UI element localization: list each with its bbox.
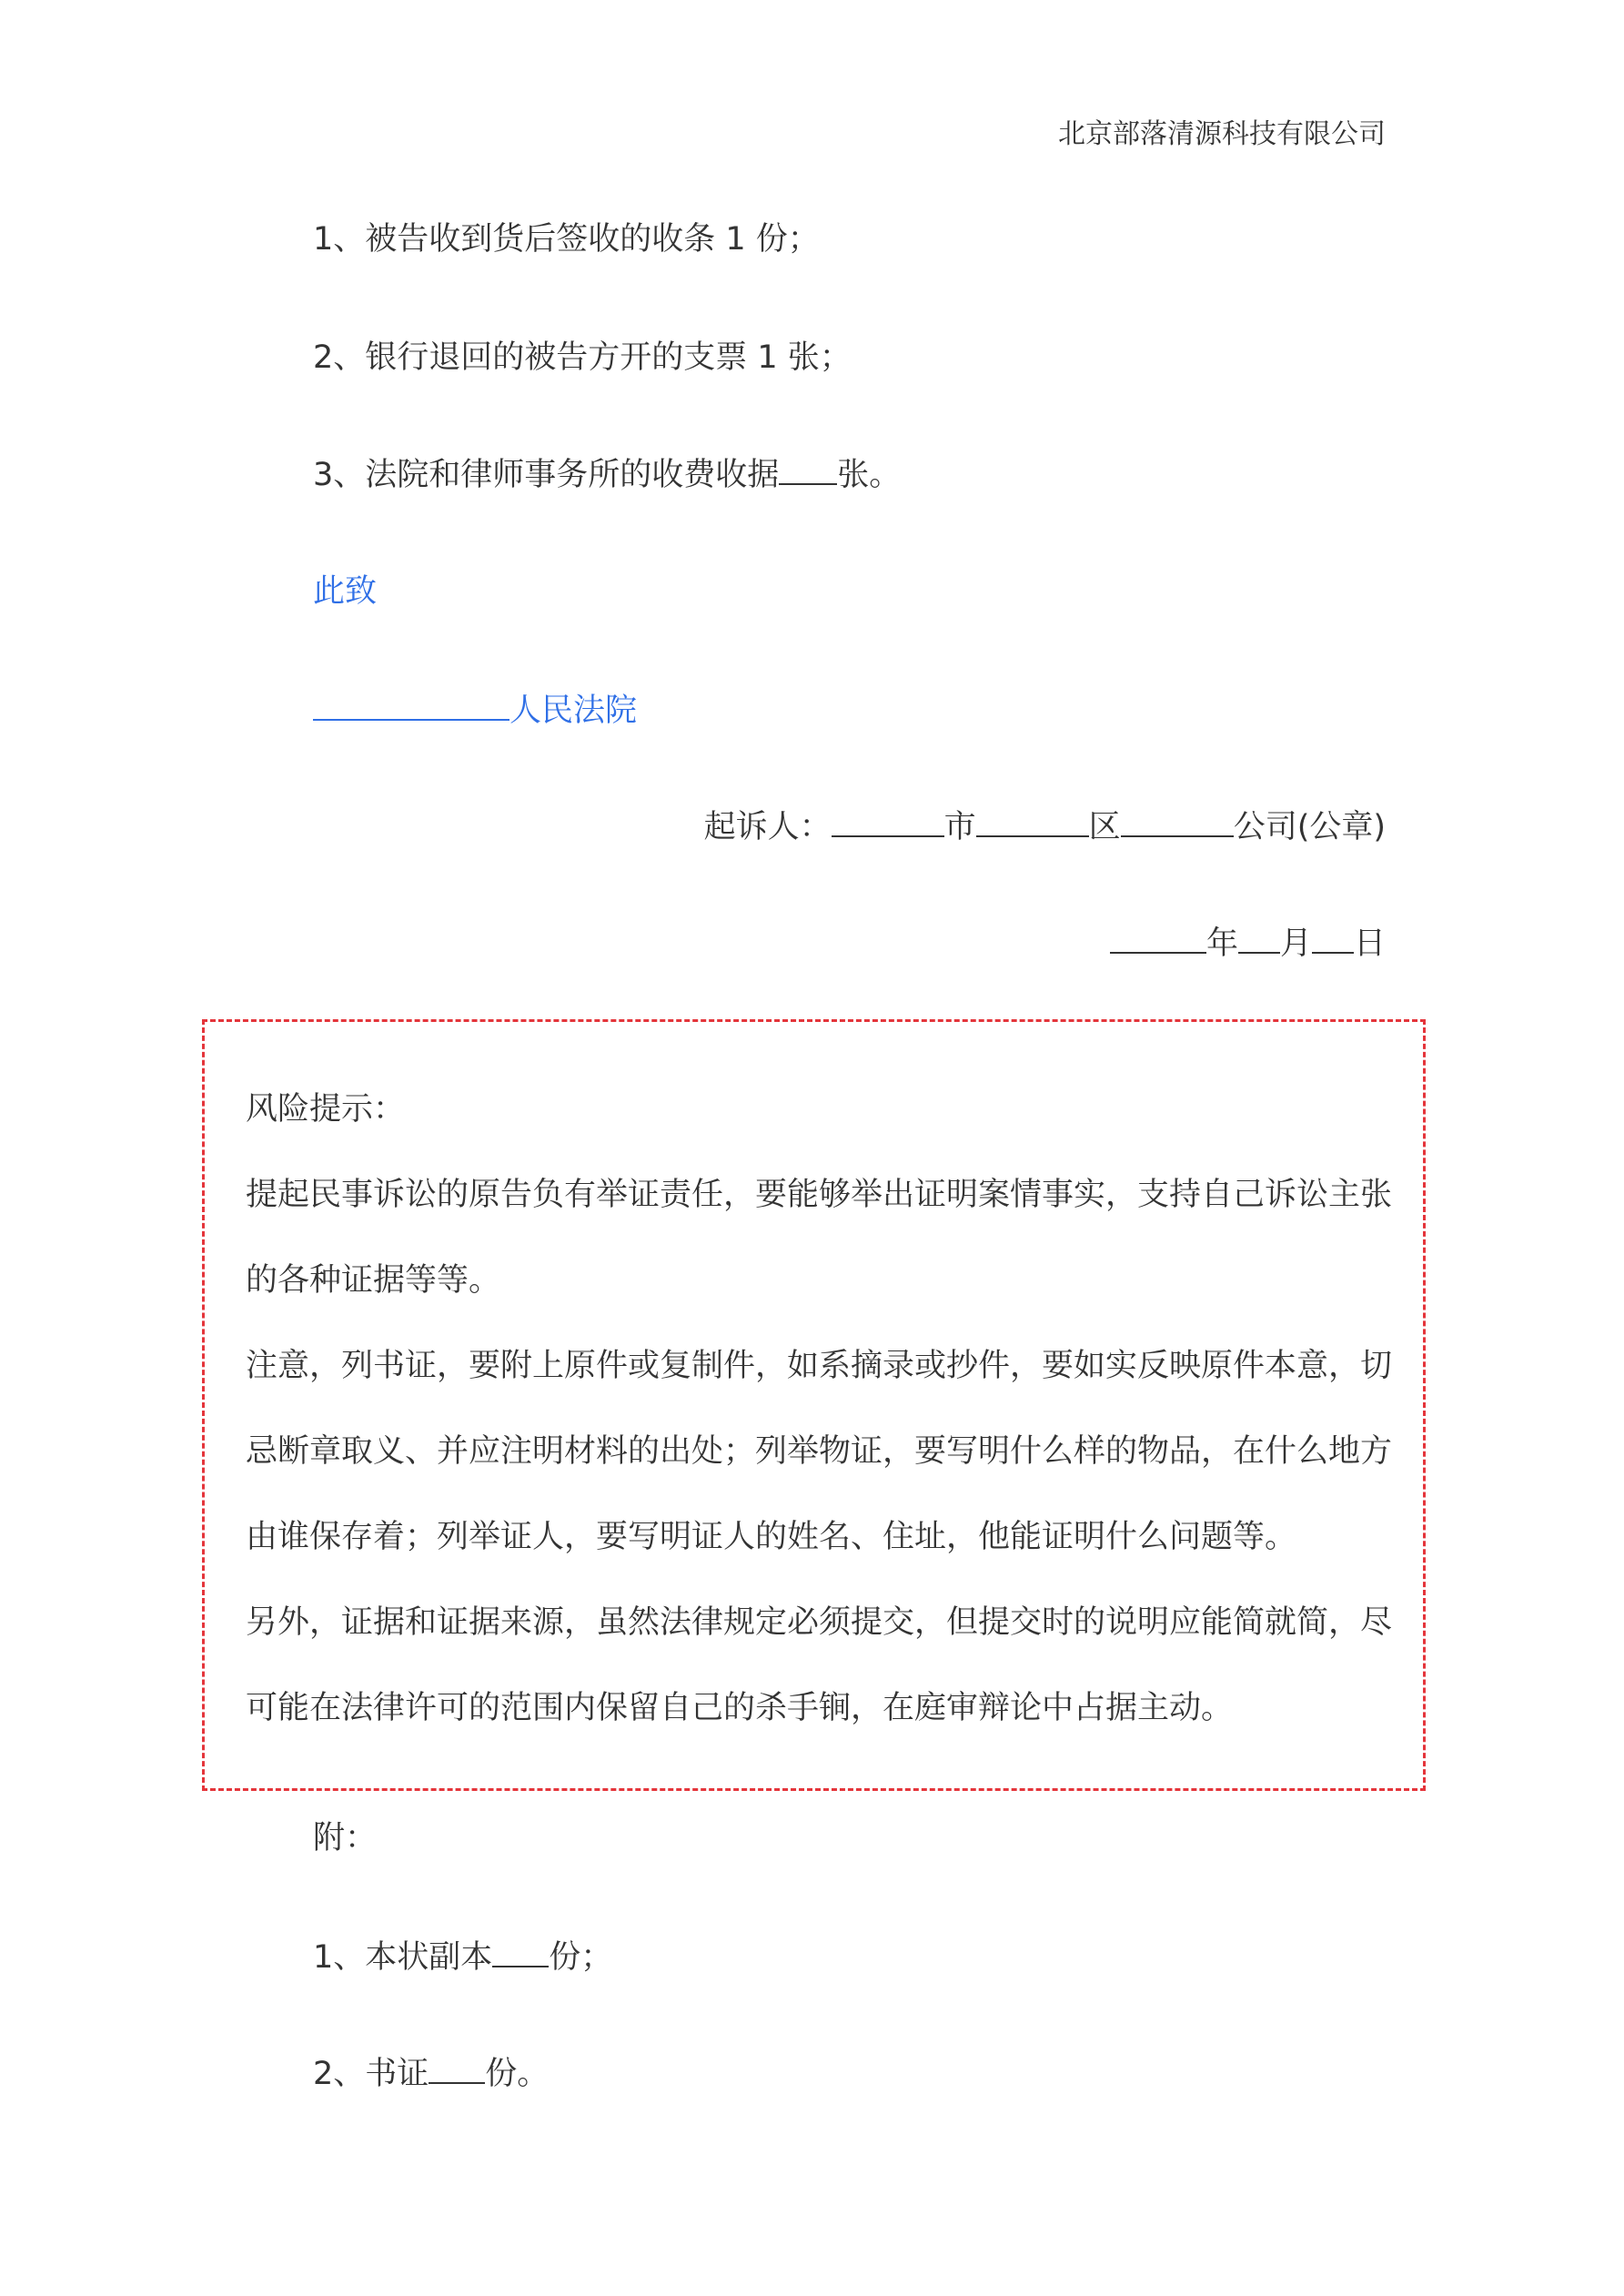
- city-blank: [832, 804, 944, 837]
- document-evidence-count-blank: [429, 2051, 485, 2084]
- risk-line-7: 可能在法律许可的范围内保留自己的杀手锏，在庭审辩论中占据主动。: [246, 1690, 1234, 1726]
- court-line: [313, 688, 637, 732]
- appendix-item-1-suffix: 份；: [549, 1939, 613, 1976]
- appendix-item-2-prefix: 2、书证: [313, 2056, 429, 2092]
- risk-title: 风险提示：: [246, 1091, 406, 1128]
- receipt-count-blank: [779, 452, 837, 485]
- appendix-item-1: [313, 1935, 612, 1978]
- risk-line-6: 另外，证据和证据来源，虽然法律规定必须提交，但提交时的说明应能简就简，尽: [246, 1604, 1393, 1641]
- appendix-title: 附：: [313, 1820, 378, 1856]
- court-name-blank: [313, 688, 509, 721]
- appendix-item-2-suffix: 份。: [485, 2056, 550, 2092]
- court-suffix: 人民法院: [509, 693, 638, 729]
- evidence-item-3: [313, 452, 901, 496]
- risk-line-1: 提起民事诉讼的原告负有举证责任，要能够举出证明案情事实，支持自己诉讼主张: [246, 1177, 1393, 1213]
- year-suffix: 年: [1205, 925, 1238, 962]
- salutation: 此致: [313, 573, 378, 610]
- district-suffix: 区: [1088, 809, 1121, 845]
- risk-line-2: 的各种证据等等。: [246, 1262, 501, 1299]
- risk-line-3: 注意，列书证，要附上原件或复制件，如系摘录或抄件，要如实反映原件本意，切: [246, 1348, 1393, 1384]
- evidence-item-3-suffix: 张。: [837, 457, 902, 493]
- copy-count-blank: [492, 1935, 549, 1967]
- header-company-name: 北京部落清源科技有限公司: [1058, 118, 1386, 150]
- district-blank: [976, 804, 1089, 837]
- plaintiff-signature: [704, 804, 1386, 848]
- day-suffix: 日: [1353, 925, 1386, 962]
- year-blank: [1110, 921, 1206, 954]
- month-blank: [1238, 921, 1280, 954]
- company-suffix: 公司(公章): [1233, 809, 1386, 845]
- appendix-item-1-prefix: 1、本状副本: [313, 1939, 493, 1976]
- risk-line-5: 由谁保存着；列举证人，要写明证人的姓名、住址，他能证明什么问题等。: [246, 1519, 1297, 1555]
- evidence-item-2: 2、银行退回的被告方开的支票 1 张；: [313, 339, 852, 376]
- plaintiff-label: 起诉人：: [703, 809, 832, 845]
- evidence-item-3-prefix: 3、法院和律师事务所的收费收据: [313, 457, 780, 493]
- appendix-item-2: [313, 2051, 549, 2095]
- risk-line-4: 忌断章取义、并应注明材料的出处；列举物证，要写明什么样的物品，在什么地方: [246, 1433, 1393, 1470]
- date-line: [1110, 921, 1386, 965]
- company-blank: [1121, 804, 1234, 837]
- evidence-item-1: 1、被告收到货后签收的收条 1 份；: [313, 221, 820, 258]
- month-suffix: 月: [1279, 925, 1312, 962]
- day-blank: [1312, 921, 1354, 954]
- city-suffix: 市: [943, 809, 976, 845]
